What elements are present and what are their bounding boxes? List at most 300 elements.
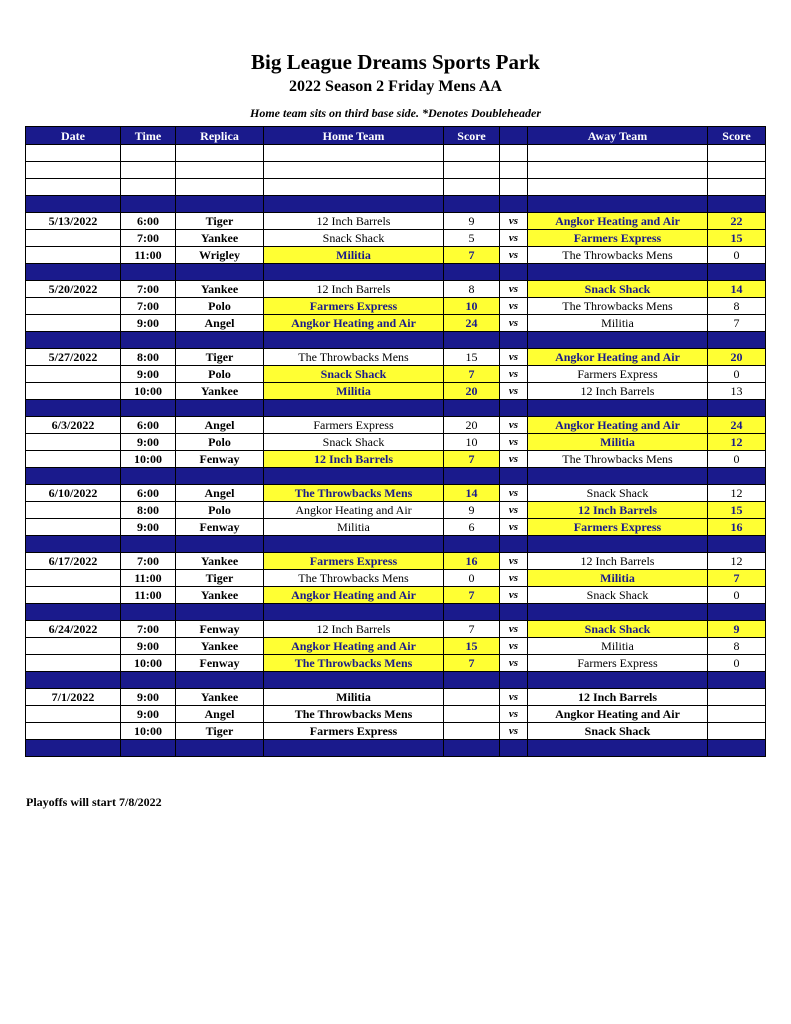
game-date: 6/3/2022 bbox=[26, 417, 121, 434]
game-time: 9:00 bbox=[121, 519, 176, 536]
col-header-time: Time bbox=[121, 127, 176, 145]
away-team: 12 Inch Barrels bbox=[528, 502, 708, 519]
col-header-vs bbox=[500, 127, 528, 145]
game-replica-field: Fenway bbox=[176, 621, 264, 638]
game-row bbox=[26, 366, 766, 383]
game-row bbox=[26, 451, 766, 468]
home-team: The Throwbacks Mens bbox=[264, 485, 444, 502]
separator-cell bbox=[708, 468, 766, 485]
away-score: 0 bbox=[708, 451, 766, 468]
separator-cell bbox=[176, 264, 264, 281]
away-team: Snack Shack bbox=[528, 281, 708, 298]
game-time: 9:00 bbox=[121, 689, 176, 706]
away-score: 15 bbox=[708, 502, 766, 519]
empty-cell bbox=[26, 145, 121, 162]
game-replica-field: Tiger bbox=[176, 349, 264, 366]
away-team: Angkor Heating and Air bbox=[528, 706, 708, 723]
home-score: 7 bbox=[444, 247, 500, 264]
game-row bbox=[26, 706, 766, 723]
away-team: Snack Shack bbox=[528, 485, 708, 502]
col-header-date: Date bbox=[26, 127, 121, 145]
game-time: 6:00 bbox=[121, 417, 176, 434]
home-team: 12 Inch Barrels bbox=[264, 621, 444, 638]
vs-label: vs bbox=[500, 315, 528, 332]
separator-cell bbox=[444, 264, 500, 281]
game-time: 11:00 bbox=[121, 247, 176, 264]
empty-cell bbox=[121, 179, 176, 196]
separator-cell bbox=[176, 536, 264, 553]
game-replica-field: Angel bbox=[176, 315, 264, 332]
game-time: 9:00 bbox=[121, 315, 176, 332]
season-subtitle: 2022 Season 2 Friday Mens AA bbox=[289, 78, 502, 95]
home-score: 5 bbox=[444, 230, 500, 247]
separator-cell bbox=[708, 536, 766, 553]
week-separator-row bbox=[26, 332, 766, 349]
home-team: 12 Inch Barrels bbox=[264, 281, 444, 298]
home-score: 15 bbox=[444, 638, 500, 655]
empty-cell bbox=[708, 179, 766, 196]
separator-cell bbox=[264, 604, 444, 621]
separator-cell bbox=[708, 400, 766, 417]
empty-cell bbox=[26, 179, 121, 196]
home-score: 14 bbox=[444, 485, 500, 502]
away-score: 12 bbox=[708, 485, 766, 502]
game-row bbox=[26, 230, 766, 247]
game-time: 7:00 bbox=[121, 230, 176, 247]
game-row bbox=[26, 247, 766, 264]
empty-cell bbox=[528, 179, 708, 196]
separator-cell bbox=[708, 672, 766, 689]
home-score: 9 bbox=[444, 502, 500, 519]
home-score: 20 bbox=[444, 417, 500, 434]
home-score: 9 bbox=[444, 213, 500, 230]
vs-label: vs bbox=[500, 383, 528, 400]
game-date bbox=[26, 298, 121, 315]
game-row bbox=[26, 570, 766, 587]
separator-cell bbox=[500, 400, 528, 417]
week-separator-row bbox=[26, 536, 766, 553]
vs-label: vs bbox=[500, 213, 528, 230]
separator-cell bbox=[26, 264, 121, 281]
table-header-row bbox=[26, 127, 766, 145]
home-score: 20 bbox=[444, 383, 500, 400]
home-score bbox=[444, 723, 500, 740]
game-row bbox=[26, 485, 766, 502]
separator-cell bbox=[26, 332, 121, 349]
home-score bbox=[444, 689, 500, 706]
away-team: Farmers Express bbox=[528, 366, 708, 383]
game-replica-field: Yankee bbox=[176, 553, 264, 570]
game-row bbox=[26, 281, 766, 298]
vs-label: vs bbox=[500, 298, 528, 315]
game-date bbox=[26, 315, 121, 332]
game-date bbox=[26, 366, 121, 383]
game-date bbox=[26, 706, 121, 723]
vs-label: vs bbox=[500, 349, 528, 366]
vs-label: vs bbox=[500, 434, 528, 451]
away-team: Snack Shack bbox=[528, 587, 708, 604]
away-team: Farmers Express bbox=[528, 230, 708, 247]
game-date: 5/13/2022 bbox=[26, 213, 121, 230]
separator-cell bbox=[121, 332, 176, 349]
separator-cell bbox=[528, 740, 708, 757]
away-score: 20 bbox=[708, 349, 766, 366]
away-team: Angkor Heating and Air bbox=[528, 213, 708, 230]
home-team: Farmers Express bbox=[264, 417, 444, 434]
away-score: 16 bbox=[708, 519, 766, 536]
home-team: Angkor Heating and Air bbox=[264, 587, 444, 604]
game-row bbox=[26, 587, 766, 604]
game-time: 7:00 bbox=[121, 553, 176, 570]
game-time: 6:00 bbox=[121, 485, 176, 502]
game-date: 6/10/2022 bbox=[26, 485, 121, 502]
away-score: 8 bbox=[708, 298, 766, 315]
game-date bbox=[26, 434, 121, 451]
home-team: Snack Shack bbox=[264, 366, 444, 383]
separator-cell bbox=[444, 672, 500, 689]
game-date: 5/20/2022 bbox=[26, 281, 121, 298]
week-separator-row bbox=[26, 740, 766, 757]
week-separator-row bbox=[26, 264, 766, 281]
empty-cell bbox=[500, 162, 528, 179]
home-score: 10 bbox=[444, 434, 500, 451]
home-team: Farmers Express bbox=[264, 723, 444, 740]
separator-cell bbox=[264, 740, 444, 757]
game-date bbox=[26, 502, 121, 519]
separator-cell bbox=[528, 468, 708, 485]
game-row bbox=[26, 417, 766, 434]
game-date bbox=[26, 383, 121, 400]
separator-cell bbox=[176, 196, 264, 213]
home-team: Angkor Heating and Air bbox=[264, 638, 444, 655]
away-team: Snack Shack bbox=[528, 621, 708, 638]
game-time: 8:00 bbox=[121, 502, 176, 519]
playoffs-note: Playoffs will start 7/8/2022 bbox=[26, 795, 162, 809]
away-team: Farmers Express bbox=[528, 655, 708, 672]
separator-cell bbox=[176, 332, 264, 349]
home-score bbox=[444, 706, 500, 723]
col-header-away-score: Score bbox=[708, 127, 766, 145]
home-team: Angkor Heating and Air bbox=[264, 502, 444, 519]
home-team: 12 Inch Barrels bbox=[264, 451, 444, 468]
separator-cell bbox=[264, 196, 444, 213]
separator-cell bbox=[264, 332, 444, 349]
game-row bbox=[26, 723, 766, 740]
game-replica-field: Angel bbox=[176, 485, 264, 502]
game-row bbox=[26, 349, 766, 366]
game-date bbox=[26, 723, 121, 740]
game-time: 7:00 bbox=[121, 621, 176, 638]
separator-cell bbox=[121, 400, 176, 417]
separator-cell bbox=[26, 604, 121, 621]
game-row bbox=[26, 298, 766, 315]
game-row bbox=[26, 621, 766, 638]
separator-cell bbox=[26, 672, 121, 689]
vs-label: vs bbox=[500, 638, 528, 655]
vs-label: vs bbox=[500, 230, 528, 247]
empty-cell bbox=[708, 162, 766, 179]
away-team: Angkor Heating and Air bbox=[528, 349, 708, 366]
game-time: 10:00 bbox=[121, 451, 176, 468]
empty-cell bbox=[121, 162, 176, 179]
vs-label: vs bbox=[500, 451, 528, 468]
away-team: Angkor Heating and Air bbox=[528, 417, 708, 434]
away-team: The Throwbacks Mens bbox=[528, 247, 708, 264]
game-replica-field: Yankee bbox=[176, 230, 264, 247]
empty-cell bbox=[264, 179, 444, 196]
home-score: 10 bbox=[444, 298, 500, 315]
separator-cell bbox=[528, 672, 708, 689]
separator-cell bbox=[444, 740, 500, 757]
game-time: 7:00 bbox=[121, 281, 176, 298]
vs-label: vs bbox=[500, 706, 528, 723]
separator-cell bbox=[264, 468, 444, 485]
empty-cell bbox=[121, 145, 176, 162]
home-score: 8 bbox=[444, 281, 500, 298]
game-row bbox=[26, 553, 766, 570]
vs-label: vs bbox=[500, 247, 528, 264]
game-date bbox=[26, 451, 121, 468]
separator-cell bbox=[500, 468, 528, 485]
game-time: 8:00 bbox=[121, 349, 176, 366]
game-replica-field: Yankee bbox=[176, 383, 264, 400]
home-score: 0 bbox=[444, 570, 500, 587]
away-team: 12 Inch Barrels bbox=[528, 553, 708, 570]
week-separator-row bbox=[26, 196, 766, 213]
away-score: 8 bbox=[708, 638, 766, 655]
game-replica-field: Yankee bbox=[176, 281, 264, 298]
separator-cell bbox=[500, 604, 528, 621]
separator-cell bbox=[528, 332, 708, 349]
away-team: Farmers Express bbox=[528, 519, 708, 536]
separator-cell bbox=[708, 332, 766, 349]
game-date bbox=[26, 587, 121, 604]
separator-cell bbox=[500, 332, 528, 349]
game-date: 6/24/2022 bbox=[26, 621, 121, 638]
home-team: The Throwbacks Mens bbox=[264, 706, 444, 723]
home-score: 7 bbox=[444, 655, 500, 672]
home-team: Militia bbox=[264, 247, 444, 264]
game-time: 9:00 bbox=[121, 638, 176, 655]
away-score: 22 bbox=[708, 213, 766, 230]
game-replica-field: Polo bbox=[176, 434, 264, 451]
game-replica-field: Tiger bbox=[176, 723, 264, 740]
separator-cell bbox=[121, 604, 176, 621]
separator-cell bbox=[176, 400, 264, 417]
schedule-table bbox=[25, 126, 766, 757]
away-score: 24 bbox=[708, 417, 766, 434]
separator-cell bbox=[708, 604, 766, 621]
game-time: 9:00 bbox=[121, 366, 176, 383]
separator-cell bbox=[708, 264, 766, 281]
separator-cell bbox=[500, 740, 528, 757]
separator-cell bbox=[444, 196, 500, 213]
separator-cell bbox=[500, 672, 528, 689]
game-replica-field: Yankee bbox=[176, 689, 264, 706]
game-replica-field: Fenway bbox=[176, 451, 264, 468]
game-replica-field: Fenway bbox=[176, 655, 264, 672]
game-row bbox=[26, 689, 766, 706]
vs-label: vs bbox=[500, 281, 528, 298]
game-row bbox=[26, 434, 766, 451]
empty-cell bbox=[500, 179, 528, 196]
game-row bbox=[26, 519, 766, 536]
away-score: 0 bbox=[708, 655, 766, 672]
separator-cell bbox=[708, 740, 766, 757]
home-score: 15 bbox=[444, 349, 500, 366]
game-date bbox=[26, 655, 121, 672]
game-time: 9:00 bbox=[121, 434, 176, 451]
week-separator-row bbox=[26, 468, 766, 485]
home-team: Snack Shack bbox=[264, 434, 444, 451]
separator-cell bbox=[26, 468, 121, 485]
empty-cell bbox=[176, 145, 264, 162]
empty-cell bbox=[528, 145, 708, 162]
separator-cell bbox=[176, 740, 264, 757]
away-score: 0 bbox=[708, 366, 766, 383]
away-score bbox=[708, 723, 766, 740]
game-time: 10:00 bbox=[121, 723, 176, 740]
separator-cell bbox=[121, 672, 176, 689]
schedule-note: Home team sits on third base side. *Denotes Doubleheader bbox=[250, 106, 541, 120]
separator-cell bbox=[121, 196, 176, 213]
home-team: 12 Inch Barrels bbox=[264, 213, 444, 230]
separator-cell bbox=[176, 468, 264, 485]
empty-cell bbox=[500, 145, 528, 162]
separator-cell bbox=[444, 468, 500, 485]
empty-cell bbox=[176, 179, 264, 196]
home-team: Snack Shack bbox=[264, 230, 444, 247]
away-team: The Throwbacks Mens bbox=[528, 451, 708, 468]
game-date bbox=[26, 247, 121, 264]
separator-cell bbox=[500, 264, 528, 281]
separator-cell bbox=[26, 400, 121, 417]
separator-cell bbox=[264, 264, 444, 281]
game-date bbox=[26, 570, 121, 587]
away-score: 12 bbox=[708, 553, 766, 570]
col-header-home-score: Score bbox=[444, 127, 500, 145]
away-team: 12 Inch Barrels bbox=[528, 689, 708, 706]
away-team: Militia bbox=[528, 570, 708, 587]
separator-cell bbox=[26, 196, 121, 213]
separator-cell bbox=[176, 604, 264, 621]
separator-cell bbox=[528, 536, 708, 553]
separator-cell bbox=[121, 536, 176, 553]
vs-label: vs bbox=[500, 723, 528, 740]
game-row bbox=[26, 383, 766, 400]
away-score: 13 bbox=[708, 383, 766, 400]
game-replica-field: Wrigley bbox=[176, 247, 264, 264]
separator-cell bbox=[528, 264, 708, 281]
away-score: 0 bbox=[708, 247, 766, 264]
blank-row bbox=[26, 162, 766, 179]
game-date bbox=[26, 638, 121, 655]
home-score: 7 bbox=[444, 451, 500, 468]
empty-cell bbox=[176, 162, 264, 179]
away-team: The Throwbacks Mens bbox=[528, 298, 708, 315]
home-team: The Throwbacks Mens bbox=[264, 570, 444, 587]
vs-label: vs bbox=[500, 417, 528, 434]
game-replica-field: Polo bbox=[176, 502, 264, 519]
away-score: 7 bbox=[708, 570, 766, 587]
empty-cell bbox=[444, 162, 500, 179]
vs-label: vs bbox=[500, 570, 528, 587]
game-replica-field: Yankee bbox=[176, 587, 264, 604]
separator-cell bbox=[121, 468, 176, 485]
home-score: 16 bbox=[444, 553, 500, 570]
game-time: 11:00 bbox=[121, 587, 176, 604]
game-row bbox=[26, 638, 766, 655]
home-team: Angkor Heating and Air bbox=[264, 315, 444, 332]
away-score: 12 bbox=[708, 434, 766, 451]
empty-cell bbox=[444, 179, 500, 196]
game-row bbox=[26, 655, 766, 672]
game-time: 10:00 bbox=[121, 383, 176, 400]
vs-label: vs bbox=[500, 519, 528, 536]
home-team: Militia bbox=[264, 689, 444, 706]
separator-cell bbox=[708, 196, 766, 213]
separator-cell bbox=[444, 400, 500, 417]
away-team: Snack Shack bbox=[528, 723, 708, 740]
home-score: 7 bbox=[444, 366, 500, 383]
home-score: 7 bbox=[444, 621, 500, 638]
separator-cell bbox=[444, 604, 500, 621]
blank-row bbox=[26, 145, 766, 162]
away-team: Militia bbox=[528, 638, 708, 655]
separator-cell bbox=[121, 264, 176, 281]
home-score: 7 bbox=[444, 587, 500, 604]
home-score: 6 bbox=[444, 519, 500, 536]
home-team: Militia bbox=[264, 383, 444, 400]
game-replica-field: Tiger bbox=[176, 570, 264, 587]
separator-cell bbox=[444, 332, 500, 349]
away-score: 14 bbox=[708, 281, 766, 298]
separator-cell bbox=[264, 672, 444, 689]
game-replica-field: Tiger bbox=[176, 213, 264, 230]
separator-cell bbox=[264, 400, 444, 417]
away-score: 0 bbox=[708, 587, 766, 604]
home-team: The Throwbacks Mens bbox=[264, 349, 444, 366]
separator-cell bbox=[176, 672, 264, 689]
game-row bbox=[26, 213, 766, 230]
home-team: The Throwbacks Mens bbox=[264, 655, 444, 672]
separator-cell bbox=[26, 536, 121, 553]
vs-label: vs bbox=[500, 485, 528, 502]
game-date: 5/27/2022 bbox=[26, 349, 121, 366]
week-separator-row bbox=[26, 604, 766, 621]
game-time: 10:00 bbox=[121, 655, 176, 672]
empty-cell bbox=[264, 162, 444, 179]
separator-cell bbox=[264, 536, 444, 553]
home-team: Farmers Express bbox=[264, 298, 444, 315]
home-team: Farmers Express bbox=[264, 553, 444, 570]
game-replica-field: Yankee bbox=[176, 638, 264, 655]
separator-cell bbox=[528, 400, 708, 417]
game-row bbox=[26, 502, 766, 519]
separator-cell bbox=[528, 604, 708, 621]
home-score: 24 bbox=[444, 315, 500, 332]
game-time: 6:00 bbox=[121, 213, 176, 230]
week-separator-row bbox=[26, 400, 766, 417]
game-date bbox=[26, 230, 121, 247]
col-header-replica: Replica bbox=[176, 127, 264, 145]
separator-cell bbox=[528, 196, 708, 213]
game-time: 7:00 bbox=[121, 298, 176, 315]
away-score: 7 bbox=[708, 315, 766, 332]
separator-cell bbox=[500, 196, 528, 213]
game-date: 6/17/2022 bbox=[26, 553, 121, 570]
separator-cell bbox=[121, 740, 176, 757]
